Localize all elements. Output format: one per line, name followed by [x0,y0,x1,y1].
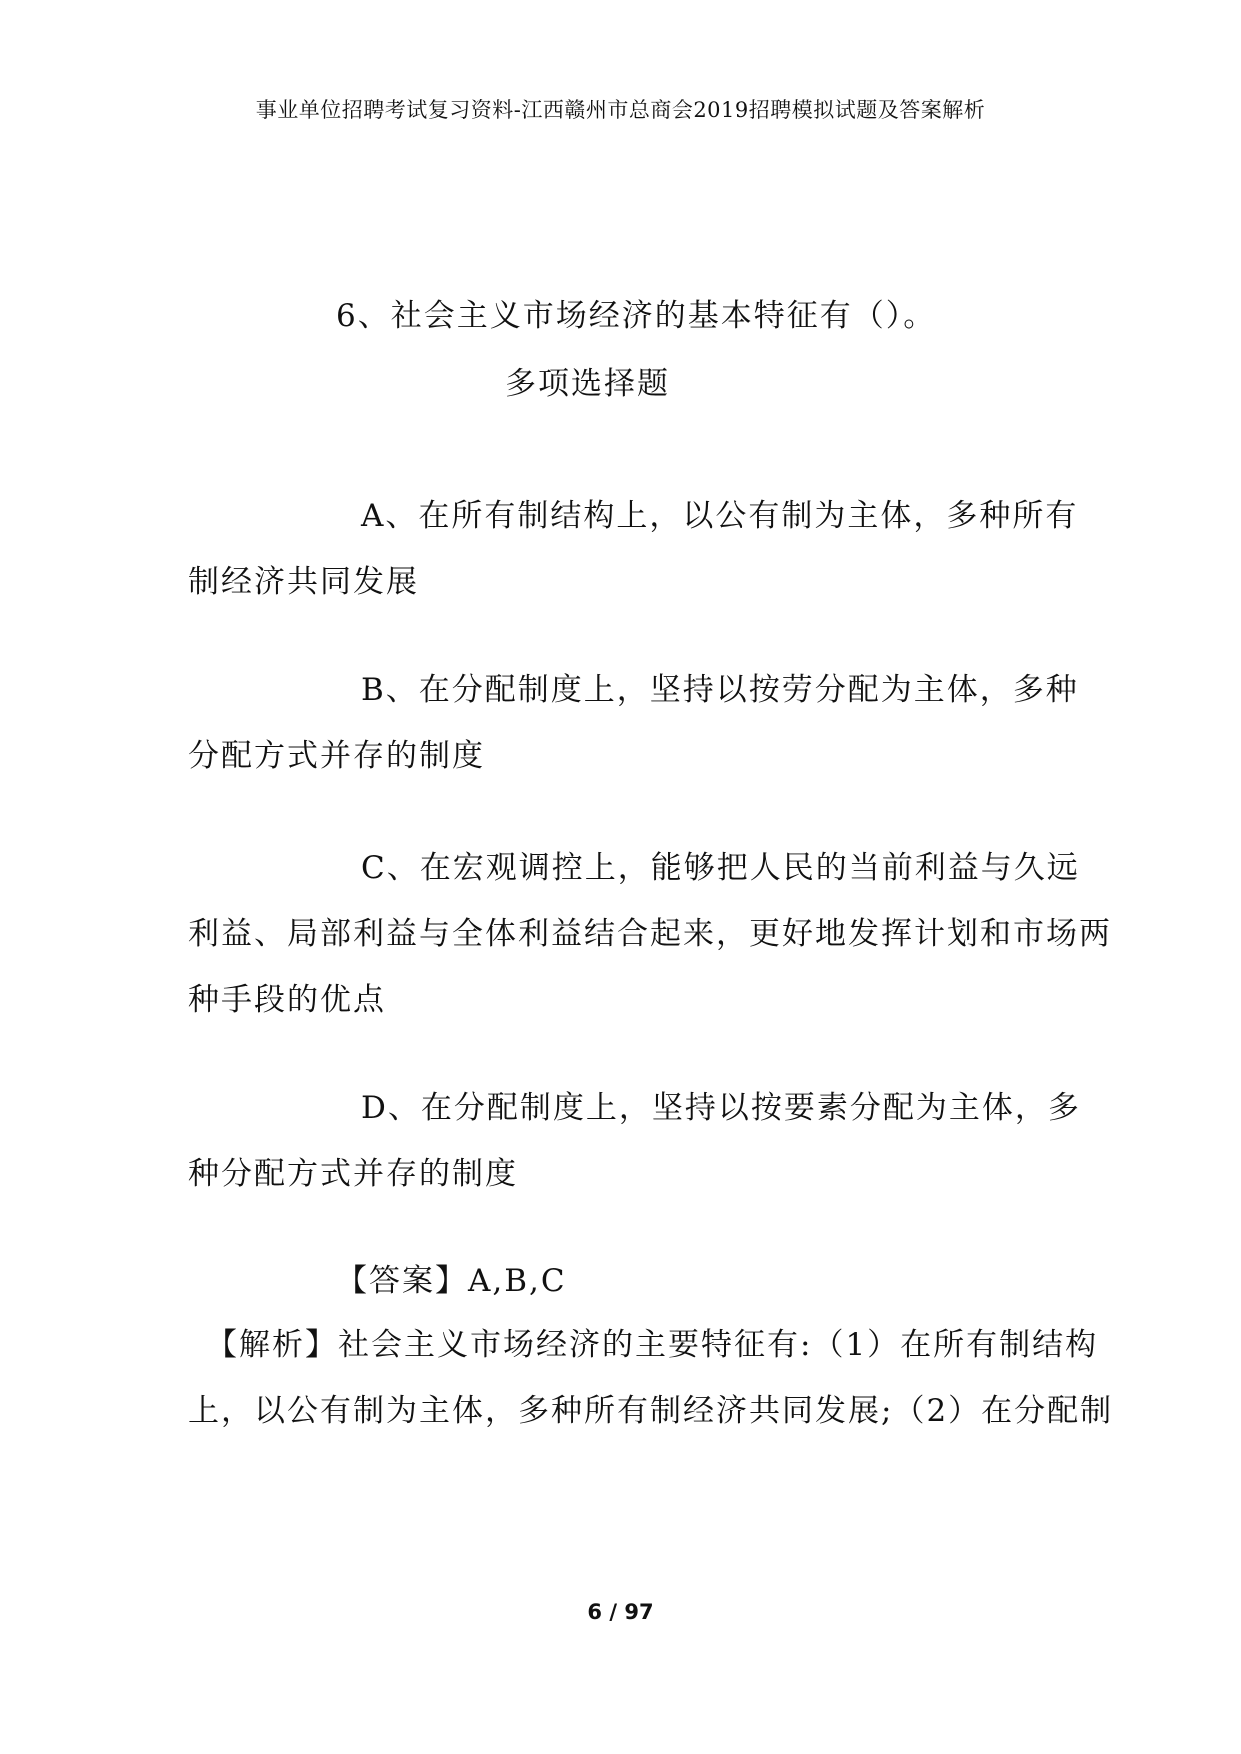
option-a-line-2: 制经济共同发展 [188,564,419,600]
analysis-line-1: 【解析】社会主义市场经济的主要特征有:（1）在所有制结构 [206,1327,1099,1363]
answer-text: 【答案】A,B,C [336,1263,567,1299]
page-number: 6 / 97 [587,1600,654,1624]
answer [188,1248,1053,1314]
analysis [188,1312,1114,1444]
option-a [188,483,1079,615]
option-a-line-1: A、在所有制结构上，以公有制为主体，多种所有 [361,498,1079,534]
option-b-line-1: B、在分配制度上，坚持以按劳分配为主体，多种 [361,672,1079,708]
question-type: 多项选择题 [505,366,670,402]
document-header: 事业单位招聘考试复习资料-江西赣州市总商会2019招聘模拟试题及答案解析 [255,98,986,122]
option-d [188,1075,1081,1207]
option-b-line-2: 分配方式并存的制度 [188,738,485,774]
option-c-line-2: 利益、局部利益与全体利益结合起来，更好地发挥计划和市场两 [188,916,1112,952]
option-d-line-2: 种分配方式并存的制度 [188,1156,518,1192]
question-title: 6、社会主义市场经济的基本特征有（）。 [336,298,937,334]
analysis-line-2: 上，以公有制为主体，多种所有制经济共同发展;（2）在分配制 [188,1393,1114,1429]
option-c-line-1: C、在宏观调控上，能够把人民的当前利益与久远 [361,850,1080,886]
option-c-line-3: 种手段的优点 [188,982,386,1018]
option-d-line-1: D、在分配制度上，坚持以按要素分配为主体，多 [361,1090,1081,1126]
option-c [188,835,1112,1033]
option-b [188,657,1079,789]
